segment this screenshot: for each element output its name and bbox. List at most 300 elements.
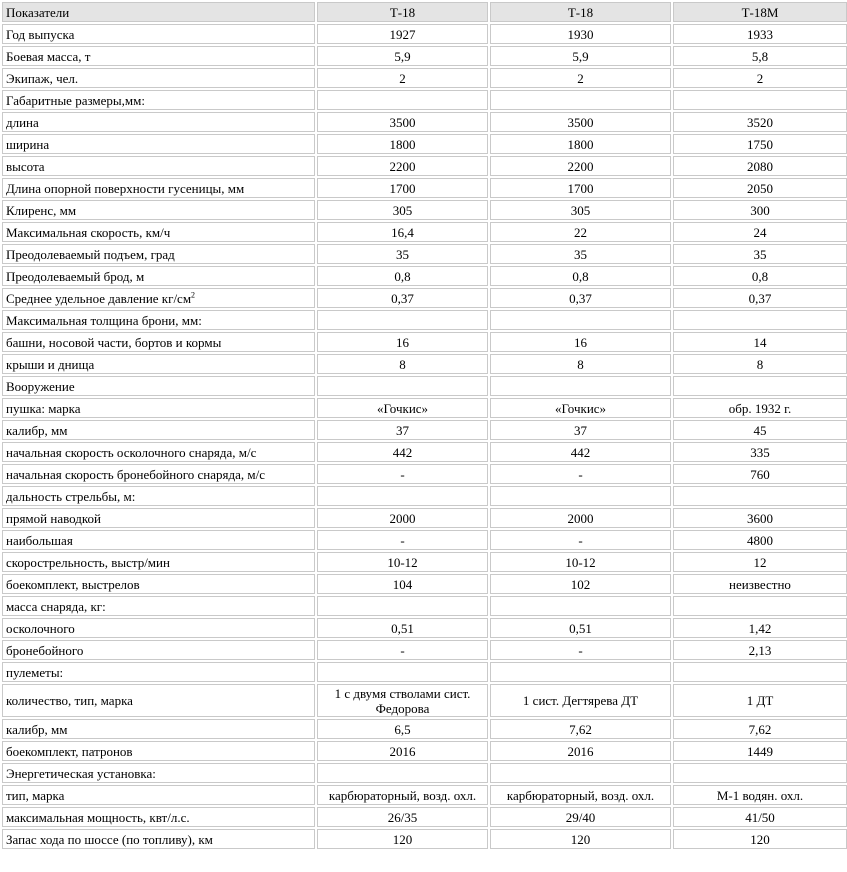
table-row — [2, 829, 847, 849]
cell-value: 335 — [750, 444, 770, 460]
cell-value: 120 — [570, 831, 591, 847]
table-row — [2, 310, 847, 330]
table-row — [2, 618, 847, 638]
value-cell — [490, 112, 671, 132]
table-row — [2, 684, 847, 717]
value-cell — [490, 552, 671, 572]
table-row — [2, 442, 847, 462]
value-cell — [490, 68, 671, 88]
cell-value: 22 — [574, 224, 587, 240]
header-cell-t18-1930: Т-18 — [490, 2, 671, 22]
cell-value: 0,8 — [572, 268, 589, 284]
value-cell — [317, 200, 488, 220]
label-cell — [2, 464, 315, 484]
row-label: Энергетическая установка: — [6, 765, 156, 781]
value-cell — [673, 310, 847, 330]
header-cell-t18m: Т-18М — [673, 2, 847, 22]
label-cell — [2, 244, 315, 264]
cell-value: 2200 — [567, 158, 594, 174]
value-cell — [317, 486, 488, 506]
value-cell — [673, 112, 847, 132]
value-cell — [673, 741, 847, 761]
value-cell — [673, 596, 847, 616]
value-cell — [490, 310, 671, 330]
value-cell — [490, 486, 671, 506]
label-cell — [2, 662, 315, 682]
cell-value: 442 — [392, 444, 413, 460]
cell-value: 1,42 — [748, 620, 772, 636]
cell-value: 37 — [574, 422, 587, 438]
table-row — [2, 24, 847, 44]
value-cell — [673, 829, 847, 849]
cell-value: 2 — [756, 70, 764, 86]
value-cell — [317, 420, 488, 440]
cell-value: 26/35 — [387, 809, 418, 825]
label-cell — [2, 376, 315, 396]
value-cell — [673, 376, 847, 396]
cell-value: 760 — [750, 466, 770, 482]
table-row — [2, 288, 847, 308]
label-cell — [2, 763, 315, 783]
cell-value: 35 — [396, 246, 409, 262]
value-cell — [317, 266, 488, 286]
cell-value: карбюраторный, возд. охл. — [506, 787, 655, 803]
value-cell — [673, 442, 847, 462]
row-label: Максимальная толщина брони, мм: — [6, 312, 202, 328]
cell-value: 1800 — [567, 136, 594, 152]
label-cell — [2, 332, 315, 352]
table-row — [2, 530, 847, 550]
value-cell — [673, 288, 847, 308]
value-cell — [317, 24, 488, 44]
value-cell — [317, 464, 488, 484]
cell-value: 16 — [574, 334, 587, 350]
value-cell — [317, 134, 488, 154]
value-cell — [317, 244, 488, 264]
table-row — [2, 68, 847, 88]
table-row — [2, 244, 847, 264]
cell-value: 120 — [750, 831, 770, 847]
value-cell — [317, 332, 488, 352]
value-cell — [673, 530, 847, 550]
cell-value: 24 — [753, 224, 767, 240]
cell-value: 1449 — [747, 743, 773, 759]
value-cell — [673, 464, 847, 484]
value-cell — [490, 442, 671, 462]
table-row — [2, 46, 847, 66]
label-cell — [2, 266, 315, 286]
value-cell — [673, 420, 847, 440]
cell-value: 1750 — [747, 136, 773, 152]
value-cell — [490, 200, 671, 220]
value-cell — [490, 530, 671, 550]
table-row — [2, 719, 847, 739]
cell-value: 0,37 — [748, 290, 772, 306]
label-cell — [2, 486, 315, 506]
row-label: боекомплект, выстрелов — [6, 576, 140, 592]
value-cell — [317, 112, 488, 132]
value-cell — [317, 596, 488, 616]
table-row — [2, 178, 847, 198]
label-cell — [2, 741, 315, 761]
cell-value: 104 — [392, 576, 413, 592]
table-row — [2, 376, 847, 396]
cell-value: 2 — [399, 70, 406, 86]
label-cell — [2, 442, 315, 462]
label-cell — [2, 24, 315, 44]
row-label: длина — [6, 114, 39, 130]
row-label: высота — [6, 158, 45, 174]
value-cell — [490, 763, 671, 783]
cell-value: «Гочкис» — [554, 400, 607, 416]
table-row — [2, 464, 847, 484]
value-cell — [490, 829, 671, 849]
cell-value: 41/50 — [745, 809, 775, 825]
value-cell — [317, 46, 488, 66]
cell-value: 2016 — [389, 743, 416, 759]
value-cell — [673, 156, 847, 176]
label-cell — [2, 684, 315, 717]
cell-value: 300 — [750, 202, 770, 218]
cell-value: 29/40 — [565, 809, 596, 825]
value-cell — [490, 156, 671, 176]
value-cell — [673, 785, 847, 805]
cell-value: 10-12 — [565, 554, 596, 570]
row-label: Преодолеваемый брод, м — [6, 268, 145, 284]
value-cell — [490, 785, 671, 805]
value-cell — [673, 618, 847, 638]
table-row — [2, 508, 847, 528]
cell-value: 0,8 — [394, 268, 411, 284]
value-cell — [490, 574, 671, 594]
label-cell — [2, 222, 315, 242]
table-row — [2, 200, 847, 220]
cell-value: - — [400, 532, 405, 548]
table-row — [2, 222, 847, 242]
label-cell — [2, 807, 315, 827]
table-row — [2, 662, 847, 682]
table-row — [2, 807, 847, 827]
value-cell — [490, 244, 671, 264]
value-cell — [317, 222, 488, 242]
row-label: Преодолеваемый подъем, град — [6, 246, 175, 262]
cell-value: 120 — [392, 831, 413, 847]
table-row — [2, 785, 847, 805]
value-cell — [673, 332, 847, 352]
value-cell — [317, 763, 488, 783]
cell-value: 8 — [577, 356, 584, 372]
row-label: тип, марка — [6, 787, 65, 803]
label-cell — [2, 134, 315, 154]
table-row — [2, 552, 847, 572]
label-cell — [2, 618, 315, 638]
cell-value: 442 — [570, 444, 591, 460]
value-cell — [673, 640, 847, 660]
row-label: Максимальная скорость, км/ч — [6, 224, 171, 240]
value-cell — [317, 807, 488, 827]
value-cell — [317, 398, 488, 418]
value-cell — [317, 376, 488, 396]
row-label: Вооружение — [6, 378, 75, 394]
header-cell-t18-1927: Т-18 — [317, 2, 488, 22]
row-label: ширина — [6, 136, 50, 152]
label-cell — [2, 640, 315, 660]
header-row — [2, 2, 847, 22]
cell-value: - — [578, 532, 583, 548]
value-cell — [317, 684, 488, 717]
value-cell — [673, 134, 847, 154]
table-row — [2, 398, 847, 418]
header-cell-parameter: Показатели — [2, 2, 315, 22]
table-row — [2, 332, 847, 352]
label-cell — [2, 288, 315, 308]
cell-value: обр. 1932 г. — [728, 400, 792, 416]
table-row — [2, 574, 847, 594]
value-cell — [490, 741, 671, 761]
cell-value: 1 с двумя стволами сист. Федорова — [334, 685, 471, 716]
value-cell — [317, 288, 488, 308]
label-cell — [2, 398, 315, 418]
cell-value: 305 — [570, 202, 591, 218]
value-cell — [490, 332, 671, 352]
value-cell — [317, 178, 488, 198]
cell-value: 37 — [396, 422, 409, 438]
row-label: пулеметы: — [6, 664, 64, 680]
cell-value: 2016 — [567, 743, 594, 759]
label-cell — [2, 829, 315, 849]
value-cell — [673, 68, 847, 88]
cell-value: 1700 — [567, 180, 594, 196]
value-cell — [490, 24, 671, 44]
value-cell — [317, 662, 488, 682]
label-cell — [2, 178, 315, 198]
cell-value: 3600 — [747, 510, 773, 526]
label-cell — [2, 596, 315, 616]
cell-value: 16 — [396, 334, 409, 350]
value-cell — [490, 618, 671, 638]
cell-value: 5,9 — [394, 48, 411, 64]
label-cell — [2, 552, 315, 572]
row-label: прямой наводкой — [6, 510, 101, 526]
value-cell — [673, 763, 847, 783]
table-body — [2, 24, 847, 849]
value-cell — [317, 785, 488, 805]
value-cell — [317, 741, 488, 761]
cell-value: 2050 — [747, 180, 773, 196]
value-cell — [317, 574, 488, 594]
value-cell — [673, 486, 847, 506]
label-cell — [2, 508, 315, 528]
row-label: скорострельность, выстр/мин — [6, 554, 170, 570]
row-label: Запас хода по шоссе (по топливу), км — [6, 831, 213, 847]
label-cell — [2, 574, 315, 594]
cell-value: 1930 — [567, 26, 594, 42]
value-cell — [317, 552, 488, 572]
value-cell — [317, 156, 488, 176]
cell-value: 7,62 — [748, 721, 772, 737]
row-label: максимальная мощность, квт/л.с. — [6, 809, 190, 825]
row-label: начальная скорость осколочного снаряда, м/с — [6, 444, 257, 460]
cell-value: 2080 — [747, 158, 773, 174]
row-label: Длина опорной поверхности гусеницы, мм — [6, 180, 245, 196]
cell-value: 102 — [570, 576, 591, 592]
table-row — [2, 266, 847, 286]
row-label: бронебойного — [6, 642, 84, 658]
value-cell — [317, 530, 488, 550]
value-cell — [490, 508, 671, 528]
value-cell — [490, 178, 671, 198]
row-label: масса снаряда, кг: — [6, 598, 106, 614]
row-label: пушка: марка — [6, 400, 81, 416]
label-cell — [2, 200, 315, 220]
value-cell — [673, 222, 847, 242]
value-cell — [673, 178, 847, 198]
value-cell — [317, 640, 488, 660]
value-cell — [317, 719, 488, 739]
table-row — [2, 354, 847, 374]
cell-value: 10-12 — [387, 554, 418, 570]
value-cell — [490, 398, 671, 418]
cell-value: 45 — [753, 422, 767, 438]
value-cell — [490, 719, 671, 739]
value-cell — [673, 662, 847, 682]
cell-value: «Гочкис» — [376, 400, 429, 416]
row-label: боекомплект, патронов — [6, 743, 133, 759]
cell-value: неизвестно — [729, 576, 791, 592]
cell-value: - — [578, 466, 583, 482]
table-row — [2, 156, 847, 176]
value-cell — [673, 807, 847, 827]
table-row — [2, 420, 847, 440]
row-label: Клиренс, мм — [6, 202, 77, 218]
label-cell — [2, 310, 315, 330]
row-label: крыши и днища — [6, 356, 95, 372]
label-cell — [2, 530, 315, 550]
cell-value: 4800 — [747, 532, 773, 548]
value-cell — [490, 807, 671, 827]
row-label: Год выпуска — [6, 26, 75, 42]
row-label: осколочного — [6, 620, 75, 636]
value-cell — [490, 640, 671, 660]
value-cell — [673, 266, 847, 286]
value-cell — [490, 684, 671, 717]
cell-value: 2200 — [389, 158, 416, 174]
cell-value: 2,13 — [748, 642, 772, 658]
row-label: наибольшая — [6, 532, 73, 548]
cell-value: 16,4 — [391, 224, 414, 240]
value-cell — [317, 618, 488, 638]
value-cell — [490, 376, 671, 396]
cell-value: 1 сист. Дегтярева ДТ — [522, 693, 639, 708]
cell-value: 305 — [392, 202, 413, 218]
value-cell — [490, 596, 671, 616]
value-cell — [317, 354, 488, 374]
value-cell — [673, 244, 847, 264]
cell-value: 6,5 — [394, 721, 411, 737]
cell-value: 5,8 — [751, 48, 769, 64]
value-cell — [673, 684, 847, 717]
value-cell — [317, 442, 488, 462]
value-cell — [673, 719, 847, 739]
cell-value: 14 — [753, 334, 767, 350]
row-label: дальность стрельбы, м: — [6, 488, 136, 504]
value-cell — [673, 574, 847, 594]
value-cell — [490, 354, 671, 374]
cell-value: 2000 — [567, 510, 594, 526]
table-row — [2, 112, 847, 132]
row-label: Габаритные размеры,мм: — [6, 92, 145, 108]
table-row — [2, 763, 847, 783]
row-label: Боевая масса, т — [6, 48, 91, 64]
cell-value: 5,9 — [572, 48, 589, 64]
cell-value: карбюраторный, возд. охл. — [328, 787, 477, 803]
cell-value: 2000 — [389, 510, 416, 526]
cell-value: 7,62 — [569, 721, 592, 737]
value-cell — [490, 90, 671, 110]
label-cell — [2, 420, 315, 440]
value-cell — [490, 288, 671, 308]
cell-value: 0,37 — [391, 290, 414, 306]
cell-value: 12 — [753, 554, 767, 570]
cell-value: - — [578, 642, 583, 658]
cell-value: 1 ДТ — [746, 693, 774, 708]
cell-value: 0,51 — [391, 620, 414, 636]
row-label: Экипаж, чел. — [6, 70, 79, 86]
label-cell — [2, 112, 315, 132]
label-cell — [2, 156, 315, 176]
value-cell — [673, 46, 847, 66]
value-cell — [490, 46, 671, 66]
cell-value: 2 — [577, 70, 584, 86]
row-label: количество, тип, марка — [6, 693, 133, 708]
value-cell — [317, 90, 488, 110]
row-label: башни, носовой части, бортов и кормы — [6, 334, 222, 350]
cell-value: 8 — [399, 356, 406, 372]
table-row — [2, 90, 847, 110]
table-row — [2, 596, 847, 616]
value-cell — [317, 68, 488, 88]
cell-value: 1927 — [389, 26, 416, 42]
row-label: калибр, мм — [6, 721, 68, 737]
unit-superscript: 2 — [191, 290, 196, 300]
value-cell — [673, 200, 847, 220]
value-cell — [490, 464, 671, 484]
value-cell — [673, 552, 847, 572]
cell-value: - — [400, 466, 405, 482]
label-cell — [2, 354, 315, 374]
row-label: Среднее удельное давление кг/см — [6, 290, 192, 306]
cell-value: 3500 — [567, 114, 594, 130]
cell-value: 3500 — [389, 114, 416, 130]
table-row — [2, 640, 847, 660]
value-cell — [673, 90, 847, 110]
label-cell — [2, 719, 315, 739]
table-row — [2, 134, 847, 154]
row-label: калибр, мм — [6, 422, 68, 438]
table-row — [2, 741, 847, 761]
cell-value: 0,37 — [569, 290, 592, 306]
label-cell — [2, 90, 315, 110]
cell-value: - — [400, 642, 405, 658]
cell-value: М-1 водян. охл. — [716, 787, 804, 803]
cell-value: 8 — [756, 356, 764, 372]
value-cell — [490, 266, 671, 286]
label-cell — [2, 785, 315, 805]
value-cell — [673, 24, 847, 44]
value-cell — [673, 354, 847, 374]
cell-value: 3520 — [747, 114, 773, 130]
cell-value: 0,8 — [751, 268, 769, 284]
